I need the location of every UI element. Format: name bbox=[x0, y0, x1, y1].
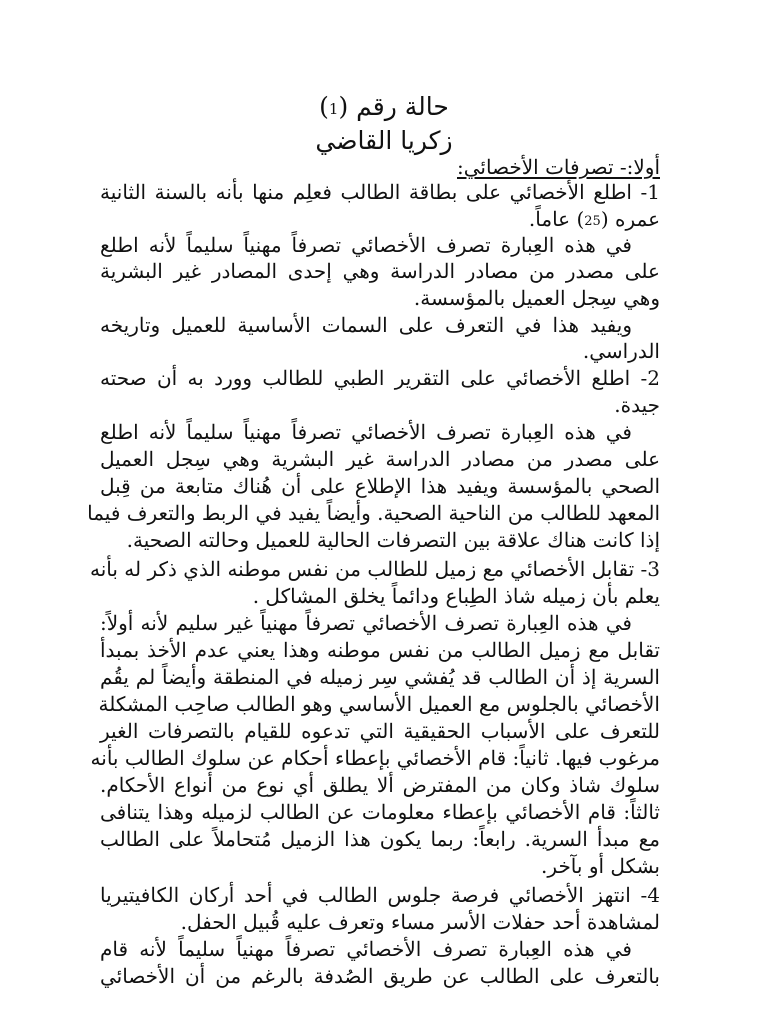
text-line: تقابل مع زميل الطالب من نفس موطنه وهذا يعني عدم الأخذ بمبدأ bbox=[100, 638, 660, 662]
text-line: للتعرف على الأسباب الحقيقية التي تدعوه للقيام بالتصرفات الغير bbox=[100, 719, 660, 743]
text-line: بالتعرف على الطالب عن طريق الصُدفة بالرغم من أن الأخصائي bbox=[100, 964, 660, 988]
section-heading: أولا:- تصرفات الأخصائي: bbox=[457, 155, 660, 179]
case-title-close: ) bbox=[319, 92, 329, 121]
text-line: السرية إذ أن الطالب قد يُفشي سِر زميله في المنطقة وأيضاً لم يقُم bbox=[100, 665, 660, 689]
text-line: الدراسي. bbox=[582, 339, 660, 363]
age-number: 25 bbox=[584, 214, 601, 229]
text-line: الصحي بالمؤسسة ويفيد هذا الإطلاع على أن هُناك متابعة من قِبل bbox=[100, 474, 660, 498]
text-line: على مصدر من مصادر الدراسة وهي إحدى المصادر غير البشرية bbox=[100, 259, 660, 283]
text-line: في هذه العِبارة تصرف الأخصائي تصرفاً مهنياً سليماً لأنه قام bbox=[100, 937, 632, 961]
case-number: 1 bbox=[328, 100, 339, 118]
text-line: وهي سِجل العميل بالمؤسسة. bbox=[413, 286, 660, 310]
age-unit: ) عاماً. bbox=[528, 207, 585, 231]
text-line: لمشاهدة أحد حفلات الأسر مساء وتعرف عليه قُبيل الحفل. bbox=[180, 910, 660, 934]
text-line: في هذه العِبارة تصرف الأخصائي تصرفاً مهنياً غير سليم لأنه أولاً: bbox=[100, 611, 632, 635]
text-line: مرغوب فيها. ثانياً: قام الأخصائي بإعطاء أحكام عن سلوك الطالب بأنه bbox=[90, 746, 660, 770]
text-line: ثالثاً: قام الأخصائي بإعطاء معلومات عن الطالب لزميله وهذا يتنافى bbox=[100, 800, 660, 824]
age-line bbox=[529, 207, 660, 234]
case-title-text: حالة رقم ( bbox=[338, 92, 449, 121]
text-line: بشكل أو بآخر. bbox=[541, 854, 660, 878]
case-title bbox=[0, 92, 768, 124]
text-line: ويفيد هذا في التعرف على السمات الأساسية للعميل وتاريخه bbox=[100, 313, 632, 337]
text-line: في هذه العِبارة تصرف الأخصائي تصرفاً مهنياً سليماً لأنه اطلع bbox=[100, 233, 632, 257]
text-line: 3- تقابل الأخصائي مع زميل للطالب من نفس موطنه الذي ذكر له بأنه bbox=[90, 557, 660, 581]
text-line: جيدة. bbox=[614, 393, 660, 417]
text-line: المعهد للطالب من الناحية الصحية. وأيضاً يفيد في الربط والتعرف فيما bbox=[87, 501, 660, 525]
text-line: سلوك شاذ وكان من المفترض ألا يطلق أي نوع من أنواع الأحكام. bbox=[100, 773, 660, 797]
case-name: زكريا القاضي bbox=[315, 126, 453, 155]
text-line: الأخصائي بالجلوس مع العميل الأساسي وهو الطالب صاحِب المشكلة bbox=[98, 692, 660, 716]
text-line: إذا كانت هناك علاقة بين التصرفات الحالية للعميل وحالته الصحية. bbox=[126, 528, 660, 552]
text-line: 2- اطلع الأخصائي على التقرير الطبي للطالب وورد به أن صحته bbox=[100, 366, 660, 390]
text-line: مع مبدأ السرية. رابعاً: ربما يكون هذا الزميل مُتحاملاً على الطالب bbox=[100, 827, 660, 851]
text-line: على مصدر من مصادر الدراسة غير البشرية وهي سِجل العميل bbox=[100, 447, 660, 471]
text-line: يعلم بأن زميله شاذ الطِباع ودائماً يخلق المشاكل . bbox=[252, 584, 660, 608]
text-line: 1- اطلع الأخصائي على بطاقة الطالب فعلِم منها بأنه بالسنة الثانية bbox=[100, 180, 660, 204]
text-line: في هذه العِبارة تصرف الأخصائي تصرفاً مهنياً سليماً لأنه اطلع bbox=[100, 420, 632, 444]
text-line: 4- انتهز الأخصائي فرصة جلوس الطالب في أحد أركان الكافيتيريا bbox=[100, 883, 660, 907]
age-text: عمره ( bbox=[600, 207, 660, 231]
